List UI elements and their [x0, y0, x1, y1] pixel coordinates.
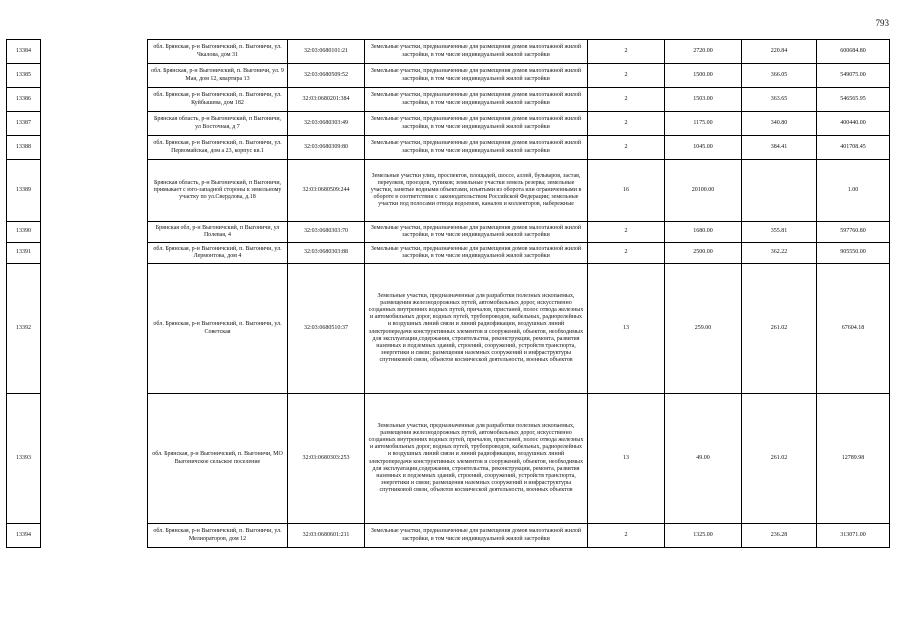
table-row [7, 136, 890, 160]
spacer-cell [41, 88, 148, 112]
rate-cell: 355.81 [742, 222, 817, 243]
table-row [7, 112, 890, 136]
cadastral-cell: 32:03:0680303:70 [288, 222, 365, 243]
rate-cell: 362.22 [742, 243, 817, 264]
purpose-cell: Земельные участки, предназначенные для размещения домов малоэтажной жилой застройки, в том числе индивидуальной жилой застройки [365, 112, 588, 136]
purpose-cell: Земельные участки, предназначенные для размещения домов малоэтажной жилой застройки, в том числе индивидуальной жилой застройки [365, 524, 588, 548]
area-cell: 2500.00 [665, 243, 742, 264]
purpose-cell: Земельные участки, предназначенные для размещения домов малоэтажной жилой застройки, в том числе индивидуальной жилой застройки [365, 243, 588, 264]
value-cell: 1.00 [817, 160, 890, 222]
table-row [7, 524, 890, 548]
address-cell: Брянская область, р-н Выгоничский, п Выгоничи, ул Восточная, д 7 [148, 112, 288, 136]
id-cell: 13384 [7, 40, 41, 64]
category-cell: 13 [588, 264, 665, 394]
address-cell: Брянская обл, р-н Выгоничский, п Выгоничи, ул Полевая, 4 [148, 222, 288, 243]
area-cell: 1503.00 [665, 88, 742, 112]
spacer-cell [41, 394, 148, 524]
rate-cell: 220.84 [742, 40, 817, 64]
purpose-cell: Земельные участки, предназначенные для размещения домов малоэтажной жилой застройки, в том числе индивидуальной жилой застройки [365, 64, 588, 88]
rate-cell: 236.28 [742, 524, 817, 548]
address-cell: обл. Брянская, р-н Выгоничский, п. Выгоничи, ул. Советская [148, 264, 288, 394]
cadastral-cell: 32:03:0680101:21 [288, 40, 365, 64]
purpose-cell: Земельные участки, предназначенные для размещения домов малоэтажной жилой застройки, в том числе индивидуальной жилой застройки [365, 40, 588, 64]
id-cell: 13388 [7, 136, 41, 160]
spacer-cell [41, 243, 148, 264]
purpose-cell: Земельные участки, предназначенные для размещения домов малоэтажной жилой застройки, в том числе индивидуальной жилой застройки [365, 136, 588, 160]
category-cell: 13 [588, 394, 665, 524]
rate-cell [742, 160, 817, 222]
id-cell: 13387 [7, 112, 41, 136]
id-cell: 13385 [7, 64, 41, 88]
address-cell: обл. Брянская, р-н Выгоничский, п. Выгоничи, ул. Лермонтова, дом 4 [148, 243, 288, 264]
cadastral-cell: 32:03:0680201:384 [288, 88, 365, 112]
cadastral-cell: 32:03:0680601:211 [288, 524, 365, 548]
table-row [7, 88, 890, 112]
spacer-cell [41, 524, 148, 548]
spacer-cell [41, 264, 148, 394]
address-cell: обл. Брянская, р-н Выгоничский, п. Выгоничи, МО Выгоничское сельское поселение [148, 394, 288, 524]
table-row [7, 40, 890, 64]
address-cell: обл. Брянская, р-н Выгоничский, п. Выгоничи, ул. Куйбышева, дом 182 [148, 88, 288, 112]
value-cell: 12789.98 [817, 394, 890, 524]
table-row [7, 264, 890, 394]
land-registry-table [6, 39, 890, 548]
table-row [7, 394, 890, 524]
id-cell: 13393 [7, 394, 41, 524]
id-cell: 13394 [7, 524, 41, 548]
cadastral-cell: 32:03:0680303:88 [288, 243, 365, 264]
id-cell: 13392 [7, 264, 41, 394]
area-cell: 1175.00 [665, 112, 742, 136]
category-cell: 2 [588, 243, 665, 264]
value-cell: 597760.80 [817, 222, 890, 243]
area-cell: 1325.00 [665, 524, 742, 548]
id-cell: 13389 [7, 160, 41, 222]
category-cell: 2 [588, 524, 665, 548]
rate-cell: 366.05 [742, 64, 817, 88]
spacer-cell [41, 160, 148, 222]
purpose-cell: Земельные участки, предназначенные для размещения домов малоэтажной жилой застройки, в том числе индивидуальной жилой застройки [365, 88, 588, 112]
rate-cell: 261.02 [742, 264, 817, 394]
table-row [7, 222, 890, 243]
id-cell: 13386 [7, 88, 41, 112]
purpose-cell: Земельные участки улиц, проспектов, площадей, шоссе, аллей, бульваров, застав, переулков, проездов, тупиков; земельные участки земель резерва; земельные участки, занятые водными объектами, изъятыми из оборота или ограниченными в обороте в соответствии с законодательством Российской Федерации; земельные участки под полосами отвода водоемов, каналов и коллекторов, набережные [365, 160, 588, 222]
spacer-cell [41, 40, 148, 64]
cadastral-cell: 32:03:0680309:80 [288, 136, 365, 160]
cadastral-cell: 32:03:0680509:52 [288, 64, 365, 88]
category-cell: 2 [588, 88, 665, 112]
spacer-cell [41, 222, 148, 243]
id-cell: 13390 [7, 222, 41, 243]
area-cell: 1680.00 [665, 222, 742, 243]
value-cell: 546565.95 [817, 88, 890, 112]
rate-cell: 384.41 [742, 136, 817, 160]
value-cell: 401708.45 [817, 136, 890, 160]
address-cell: Брянская область, р-н Выгоничский, п Выгоничи, примыкает с юго-западной стороны к земельному участку по ул.Свердлова, д.18 [148, 160, 288, 222]
address-cell: обл. Брянская, р-н Выгоничский, п. Выгоничи, ул. Первомайская, дом а 23, корпус кв.1 [148, 136, 288, 160]
rate-cell: 261.02 [742, 394, 817, 524]
address-cell: обл. Брянская, р-н Выгоничский, п. Выгоничи, ул. Чкалова, дом 31 [148, 40, 288, 64]
area-cell: 1045.00 [665, 136, 742, 160]
value-cell: 67604.18 [817, 264, 890, 394]
purpose-cell: Земельные участки, предназначенные для разработки полезных ископаемых, размещения железнодорожных путей, автомобильных дорог, искусственно созданных внутренних водных путей, причалов, пристаней, полос отвода железных и автомобильных дорог, водных путей, трубопроводов, кабельных, радиорелейных и воздушных линий связи и линий радиофикации, воздушных линий электропередачи конструктивных элементов и сооружений, объектов, необходимых для эксплуатации,содержания, строительства, реконструкции, ремонта, развития наземных и подземных зданий, строений, сооружений, устройств транспорта, энергетики и связи; размещения наземных сооружений и инфраструктуры спутниковой связи, объектов космической деятельности, военных объектов [365, 394, 588, 524]
area-cell: 1500.00 [665, 64, 742, 88]
cadastral-cell: 32:03:0680510:37 [288, 264, 365, 394]
category-cell: 2 [588, 136, 665, 160]
value-cell: 400440.00 [817, 112, 890, 136]
value-cell: 600684.80 [817, 40, 890, 64]
rate-cell: 340.80 [742, 112, 817, 136]
rate-cell: 363.65 [742, 88, 817, 112]
area-cell: 20100.00 [665, 160, 742, 222]
cadastral-cell: 32:03:0680509:244 [288, 160, 365, 222]
cadastral-cell: 32:03:0680303:49 [288, 112, 365, 136]
page-number: 793 [875, 18, 889, 28]
category-cell: 2 [588, 40, 665, 64]
category-cell: 2 [588, 64, 665, 88]
value-cell: 905550.00 [817, 243, 890, 264]
value-cell: 313071.00 [817, 524, 890, 548]
table-row [7, 64, 890, 88]
purpose-cell: Земельные участки, предназначенные для разработки полезных ископаемых, размещения железнодорожных путей, автомобильных дорог, искусственно созданных внутренних водных путей, причалов, пристаней, полос отвода железных и автомобильных дорог, водных путей, трубопроводов, кабельных, радиорелейных и воздушных линий связи и линий радиофикации, воздушных линий электропередачи конструктивных элементов и сооружений, объектов, необходимых для эксплуатации,содержания, строительства, реконструкции, ремонта, развития наземных и подземных зданий, строений, сооружений, устройств транспорта, энергетики и связи; размещения наземных сооружений и инфраструктуры спутниковой связи, объектов космической деятельности, военных объектов [365, 264, 588, 394]
address-cell: обл. Брянская, р-н Выгоничский, п. Выгоничи, ул. Мелиораторов, дом 12 [148, 524, 288, 548]
spacer-cell [41, 64, 148, 88]
area-cell: 2720.00 [665, 40, 742, 64]
table-row [7, 243, 890, 264]
table-row [7, 160, 890, 222]
id-cell: 13391 [7, 243, 41, 264]
address-cell: обл. Брянская, р-н Выгоничский, п. Выгоничи, ул. 9 Мая, дом 12, квартира 13 [148, 64, 288, 88]
category-cell: 2 [588, 222, 665, 243]
area-cell: 49.00 [665, 394, 742, 524]
purpose-cell: Земельные участки, предназначенные для размещения домов малоэтажной жилой застройки, в том числе индивидуальной жилой застройки [365, 222, 588, 243]
spacer-cell [41, 112, 148, 136]
area-cell: 259.00 [665, 264, 742, 394]
category-cell: 16 [588, 160, 665, 222]
spacer-cell [41, 136, 148, 160]
cadastral-cell: 32:03:0680303:253 [288, 394, 365, 524]
value-cell: 549075.00 [817, 64, 890, 88]
category-cell: 2 [588, 112, 665, 136]
